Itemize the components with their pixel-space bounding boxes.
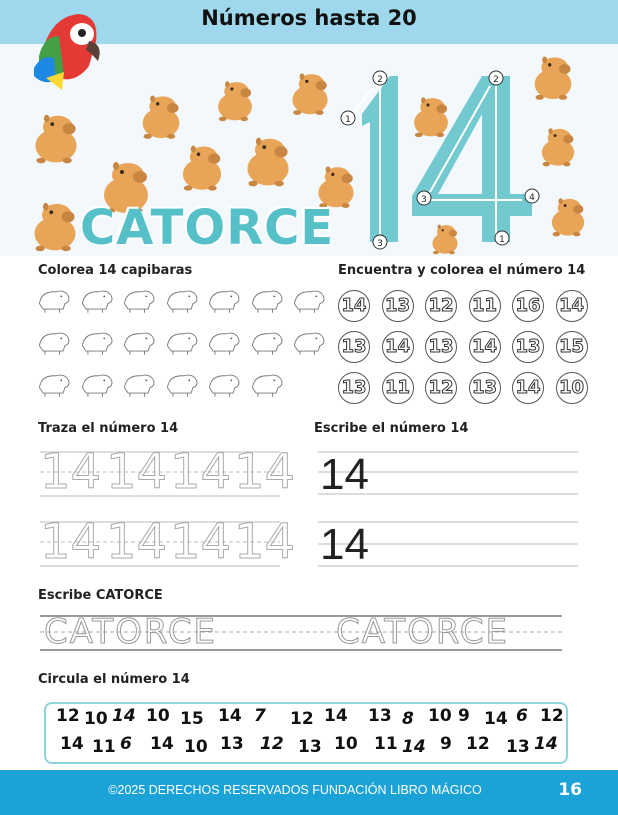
trace-number: 14 <box>40 444 102 500</box>
color-capybaras-label: Colorea 14 capibaras <box>38 263 193 278</box>
circle-number-label: Circula el número 14 <box>38 672 190 687</box>
capybara-outline[interactable] <box>289 284 329 316</box>
trace-number: 14 <box>234 514 296 570</box>
capybara-outline[interactable] <box>247 368 287 400</box>
circle-number-item[interactable]: 10 <box>184 737 208 757</box>
circle-number-item[interactable]: 10 <box>146 706 170 726</box>
svg-text:2: 2 <box>377 75 383 85</box>
copyright-text: ©2025 DERECHOS RESERVADOS FUNDACIÓN LIBRO MÁGICO <box>108 783 482 797</box>
circle-number-item[interactable]: 14 <box>112 706 136 726</box>
circle-number-item[interactable]: 6 <box>120 734 132 754</box>
capybara-outline[interactable] <box>119 326 159 358</box>
number-circle[interactable]: 12 <box>425 372 457 404</box>
circle-number-item[interactable]: 14 <box>60 734 84 754</box>
capybara-icon <box>546 190 590 246</box>
number-circle[interactable]: 13 <box>338 372 370 404</box>
number-circle[interactable]: 13 <box>512 331 544 363</box>
capybara-icon <box>24 202 86 254</box>
footer-bar <box>0 770 618 815</box>
capybara-outline[interactable] <box>289 326 329 358</box>
number-circle[interactable]: 12 <box>425 290 457 322</box>
capybara-outline[interactable] <box>204 368 244 400</box>
number-circle[interactable]: 14 <box>338 290 370 322</box>
circle-number-item[interactable]: 9 <box>458 706 470 726</box>
capybara-outline[interactable] <box>162 284 202 316</box>
svg-text:1: 1 <box>345 115 351 125</box>
circle-number-item[interactable]: 14 <box>150 734 174 754</box>
number-circle[interactable]: 11 <box>382 372 414 404</box>
capybara-outline[interactable] <box>162 326 202 358</box>
circle-number-item[interactable]: 14 <box>218 706 242 726</box>
write-word-label: Escribe CATORCE <box>38 588 163 603</box>
trace-number: 14 <box>40 514 102 570</box>
capybara-icon <box>240 134 296 192</box>
circle-number-item[interactable]: 14 <box>534 734 558 754</box>
trace-word: CATORCE <box>336 612 510 652</box>
number-circle[interactable]: 14 <box>469 331 501 363</box>
trace-number-label: Traza el número 14 <box>38 421 179 436</box>
trace-number: 14 <box>170 444 232 500</box>
parrot-icon <box>34 6 114 92</box>
circle-number-item[interactable]: 7 <box>254 706 266 726</box>
capybara-outline[interactable] <box>77 284 117 316</box>
trace-number: 14 <box>106 444 168 500</box>
page-number: 16 <box>558 780 582 800</box>
number-circle[interactable]: 11 <box>469 290 501 322</box>
circle-number-item[interactable]: 13 <box>506 737 530 757</box>
circle-number-item[interactable]: 10 <box>334 734 358 754</box>
number-word-title: CATORCE <box>80 200 335 256</box>
capybara-icon <box>536 120 580 176</box>
capybara-outline[interactable] <box>34 284 74 316</box>
circle-number-item[interactable]: 12 <box>466 734 490 754</box>
find-number-label: Encuentra y colorea el número 14 <box>338 263 586 278</box>
capybara-outline[interactable] <box>119 284 159 316</box>
page-title: Números hasta 20 <box>201 6 417 30</box>
circle-number-item[interactable]: 14 <box>402 737 426 757</box>
capybara-icon <box>212 76 258 128</box>
number-circle[interactable]: 14 <box>512 372 544 404</box>
number-circle[interactable]: 10 <box>556 372 588 404</box>
circle-number-item[interactable]: 13 <box>368 706 392 726</box>
svg-text:3: 3 <box>377 239 383 249</box>
number-circle[interactable]: 14 <box>556 290 588 322</box>
trace-number: 14 <box>234 444 296 500</box>
circle-number-item[interactable]: 8 <box>402 709 414 729</box>
capybara-outline[interactable] <box>34 326 74 358</box>
capybara-outline[interactable] <box>247 326 287 358</box>
write-number-example: 14 <box>320 450 369 499</box>
circle-number-item[interactable]: 6 <box>516 706 528 726</box>
capybara-outline[interactable] <box>77 326 117 358</box>
number-circle[interactable]: 14 <box>382 331 414 363</box>
capybara-outline[interactable] <box>247 284 287 316</box>
circle-number-item[interactable]: 14 <box>324 706 348 726</box>
circle-number-item[interactable]: 11 <box>374 734 398 754</box>
circle-number-item[interactable]: 12 <box>56 706 80 726</box>
capybara-icon <box>286 68 334 122</box>
circle-number-item[interactable]: 11 <box>92 737 116 757</box>
number-fourteen-graphic <box>340 64 540 254</box>
circle-number-item[interactable]: 15 <box>180 709 204 729</box>
number-circle[interactable]: 13 <box>338 331 370 363</box>
circle-number-item[interactable]: 12 <box>540 706 564 726</box>
trace-number: 14 <box>106 514 168 570</box>
number-circle[interactable]: 13 <box>469 372 501 404</box>
svg-text:1: 1 <box>499 235 505 245</box>
trace-word: CATORCE <box>44 612 218 652</box>
write-number-label: Escribe el número 14 <box>314 421 469 436</box>
number-circle[interactable]: 16 <box>512 290 544 322</box>
svg-text:2: 2 <box>493 75 499 85</box>
circle-number-item[interactable]: 12 <box>290 709 314 729</box>
capybara-icon <box>176 142 228 196</box>
capybara-outline[interactable] <box>204 284 244 316</box>
svg-text:3: 3 <box>421 195 427 205</box>
circle-number-item[interactable]: 13 <box>220 734 244 754</box>
capybara-icon <box>28 112 84 168</box>
write-number-example: 14 <box>320 520 369 569</box>
circle-number-item[interactable]: 12 <box>260 734 284 754</box>
trace-number: 14 <box>170 514 232 570</box>
circle-number-item[interactable]: 10 <box>428 706 452 726</box>
capybara-icon <box>136 92 186 144</box>
capybara-outline[interactable] <box>119 368 159 400</box>
capybara-outline[interactable] <box>162 368 202 400</box>
capybara-outline[interactable] <box>77 368 117 400</box>
svg-text:4: 4 <box>529 193 535 203</box>
number-circle[interactable]: 13 <box>425 331 457 363</box>
capybara-outline[interactable] <box>34 368 74 400</box>
circle-number-item[interactable]: 9 <box>440 734 452 754</box>
capybara-outline[interactable] <box>204 326 244 358</box>
circle-number-item[interactable]: 13 <box>298 737 322 757</box>
number-circle[interactable]: 15 <box>556 331 588 363</box>
circle-number-item[interactable]: 10 <box>84 709 108 729</box>
number-circle[interactable]: 13 <box>382 290 414 322</box>
circle-number-item[interactable]: 14 <box>484 709 508 729</box>
